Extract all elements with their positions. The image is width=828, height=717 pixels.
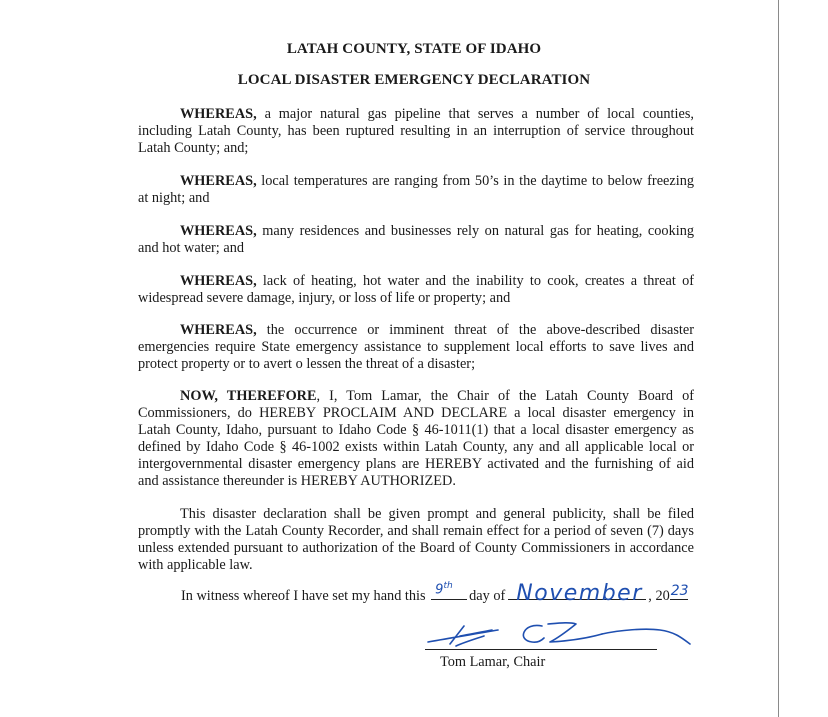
witness-prefix: In witness whereof I have set my hand this	[181, 588, 426, 604]
document-title: LATAH COUNTY, STATE OF IDAHO	[286, 41, 542, 57]
handwritten-day: 9th	[435, 580, 453, 597]
paragraph-text: This disaster declaration shall be given prompt and general publicity, shall be filed promptly with the Latah County Recorder, and shall remain effect for a period of seven (7) days unless extended pursuant to authorization of the Board of County Commissioners in accordance with applicable law.	[138, 506, 694, 573]
witness-line	[181, 580, 689, 606]
year-prefix: , 20	[648, 588, 670, 604]
signature-line	[425, 649, 657, 650]
paragraph-whereas-4	[138, 273, 694, 307]
paragraph-lead: NOW, THEREFORE	[180, 388, 317, 404]
paragraph-whereas-1	[138, 106, 694, 157]
paragraph-lead: WHEREAS,	[180, 322, 257, 338]
day-blank	[431, 580, 467, 600]
paragraph-text: lack of heating, hot water and the inability to cook, creates a threat of widespread severe damage, injury, or loss of life or property; and	[138, 273, 694, 306]
paragraph-now-therefore	[138, 388, 694, 490]
year-blank	[670, 583, 688, 600]
paragraph-whereas-2	[138, 173, 694, 207]
paragraph-text: a major natural gas pipeline that serves a number of local counties, including Latah County, has been ruptured resulting in an interruption of service throughout Latah County; and;	[138, 106, 694, 156]
paragraph-lead: WHEREAS,	[180, 106, 257, 122]
paragraph-whereas-3	[138, 223, 694, 257]
page-edge-line	[778, 0, 779, 717]
paragraph-text: , I, Tom Lamar, the Chair of the Latah County Board of Commissioners, do HEREBY PROCLAIM AND DECLARE a local disaster emergency in Latah County, Idaho, pursuant to Idaho Code § 46-1011(1) that a local disaster emergency as defined by Idaho Code § 46-1002 exists within Latah County, any and all applicable local or intergovernmental disaster emergency plans are HEREBY activated and the furnishing of aid and assistance thereunder is HEREBY AUTHORIZED.	[138, 388, 694, 489]
signatory-name: Tom Lamar, Chair	[440, 654, 546, 670]
paragraph-whereas-5	[138, 322, 694, 373]
document-subtitle: LOCAL DISASTER EMERGENCY DECLARATION	[237, 72, 591, 88]
paragraph-publicity	[138, 506, 694, 574]
handwritten-year: 23	[670, 583, 689, 599]
paragraph-lead: WHEREAS,	[180, 173, 257, 189]
paragraph-text: the occurrence or imminent threat of the above-described disaster emergencies require State emergency assistance to supplement local efforts to save lives and protect property or to avert o lessen the threat of a disaster;	[138, 322, 694, 372]
handwritten-month: November	[516, 581, 643, 606]
handwritten-signature	[420, 612, 700, 654]
witness-middle: day of	[469, 588, 506, 604]
paragraph-text: local temperatures are ranging from 50’s in the daytime to below freezing at night; and	[138, 173, 694, 206]
month-blank	[508, 581, 646, 606]
paragraph-lead: WHEREAS,	[180, 273, 257, 289]
paragraph-text: many residences and businesses rely on natural gas for heating, cooking and hot water; and	[138, 223, 694, 256]
paragraph-lead: WHEREAS,	[180, 223, 257, 239]
